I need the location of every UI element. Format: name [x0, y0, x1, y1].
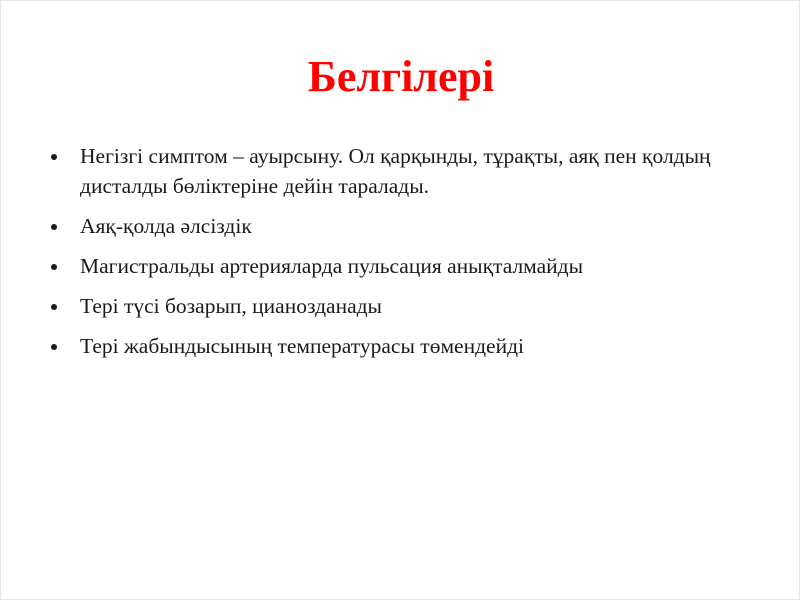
slide-title: Белгілері	[307, 52, 495, 101]
bullet-text: Тері жабындысының температурасы төмендейді	[80, 334, 524, 358]
bullet-text: Негізгі симптом – ауырсыну. Ол қарқынды, тұрақты, аяқ пен қолдың дисталды бөліктеріне дейін таралады.	[80, 144, 711, 198]
bullet-item	[45, 331, 745, 361]
bullet-text: Магистральды артерияларда пульсация анықталмайды	[80, 254, 584, 278]
bullet-text: Аяқ-қолда әлсіздік	[80, 214, 252, 238]
bullet-item	[45, 211, 745, 241]
bullet-item	[45, 251, 745, 281]
bullet-dot-icon	[51, 304, 57, 310]
bullet-dot-icon	[51, 154, 57, 160]
bullet-item	[45, 291, 745, 321]
bullet-dot-icon	[51, 344, 57, 350]
bullet-list	[45, 141, 745, 371]
bullet-dot-icon	[51, 264, 57, 270]
bullet-text: Тері түсі бозарып, цианозданады	[80, 294, 382, 318]
bullet-dot-icon	[51, 224, 57, 230]
bullet-item	[45, 141, 745, 201]
